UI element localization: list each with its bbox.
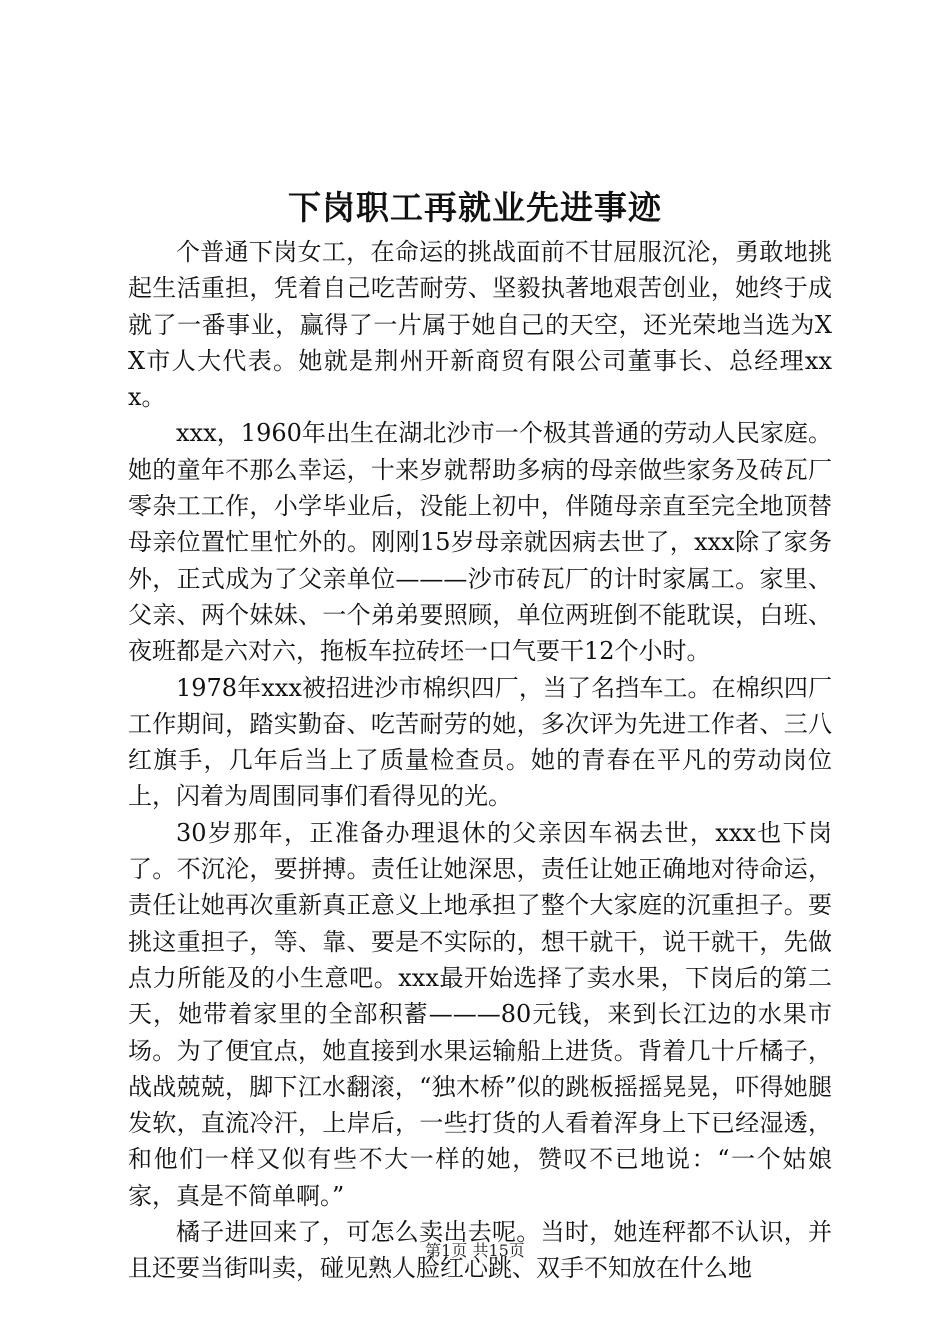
paragraph-2: xxx，1960年出生在湖北沙市一个极其普通的劳动人民家庭。她的童年不那么幸运，十来岁就帮助多病的母亲做些家务及砖瓦厂零杂工工作，小学毕业后，没能上初中，伴随母亲直至完全地顶替母亲位置忙里忙外的。刚刚15岁母亲就因病去世了，xxx除了家务外，正式成为了父亲单位———沙市砖瓦厂的计时家属工。家里、父亲、两个妹妹、一个弟弟要照顾，单位两班倒不能耽误，白班、夜班都是六对六，拖板车拉砖坯一口气要干12个小时。 [128,419,832,666]
paragraph-1: 个普通下岗女工，在命运的挑战面前不甘屈服沉沦，勇敢地挑起生活重担，凭着自己吃苦耐劳、坚毅执著地艰苦创业，她终于成就了一番事业，赢得了一片属于她自己的天空，还光荣地当选为XX市人大代表。她就是荆州开新商贸有限公司董事长、总经理xxx。 [128,238,832,412]
page-footer: 第1页 共15页 [425,1241,525,1260]
paragraph-4: 30岁那年，正准备办理退休的父亲因车祸去世，xxx也下岗了。不沉沦，要拼搏。责任让她深思，责任让她正确地对待命运，责任让她再次重新真正意义上地承担了整个大家庭的沉重担子。要挑这重担子，等、靠、要是不实际的，想干就干，说干就干，先做点力所能及的小生意吧。xxx最开始选择了卖水果，下岗后的第二天，她带着家里的全部积蓄———80元钱，来到长江边的水果市场。为了便宜点，她直接到水果运输船上进货。背着几十斤橘子，战战兢兢，脚下江水翻滚，“独木桥”似的跳板摇摇晃晃，吓得她腿发软，直流冷汗，上岸后，一些打货的人看着浑身上下已经湿透，和他们一样又似有些不大一样的她，赞叹不已地说：“一个姑娘家，真是不简单啊。” [128,818,832,1210]
document-title: 下岗职工再就业先进事迹 [288,188,662,227]
document-body [128,234,832,1287]
paragraph-5: 橘子进回来了，可怎么卖出去呢。当时，她连秤都不认识，并且还要当街叫卖，碰见熟人脸红心跳、双手不知放在什么地 [128,1218,832,1283]
paragraph-3: 1978年xxx被招进沙市棉织四厂，当了名挡车工。在棉织四厂工作期间，踏实勤奋、吃苦耐劳的她，多次评为先进工作者、三八红旗手，几年后当上了质量检查员。她的青春在平凡的劳动岗位上，闪着为周围同事们看得见的光。 [128,673,832,811]
